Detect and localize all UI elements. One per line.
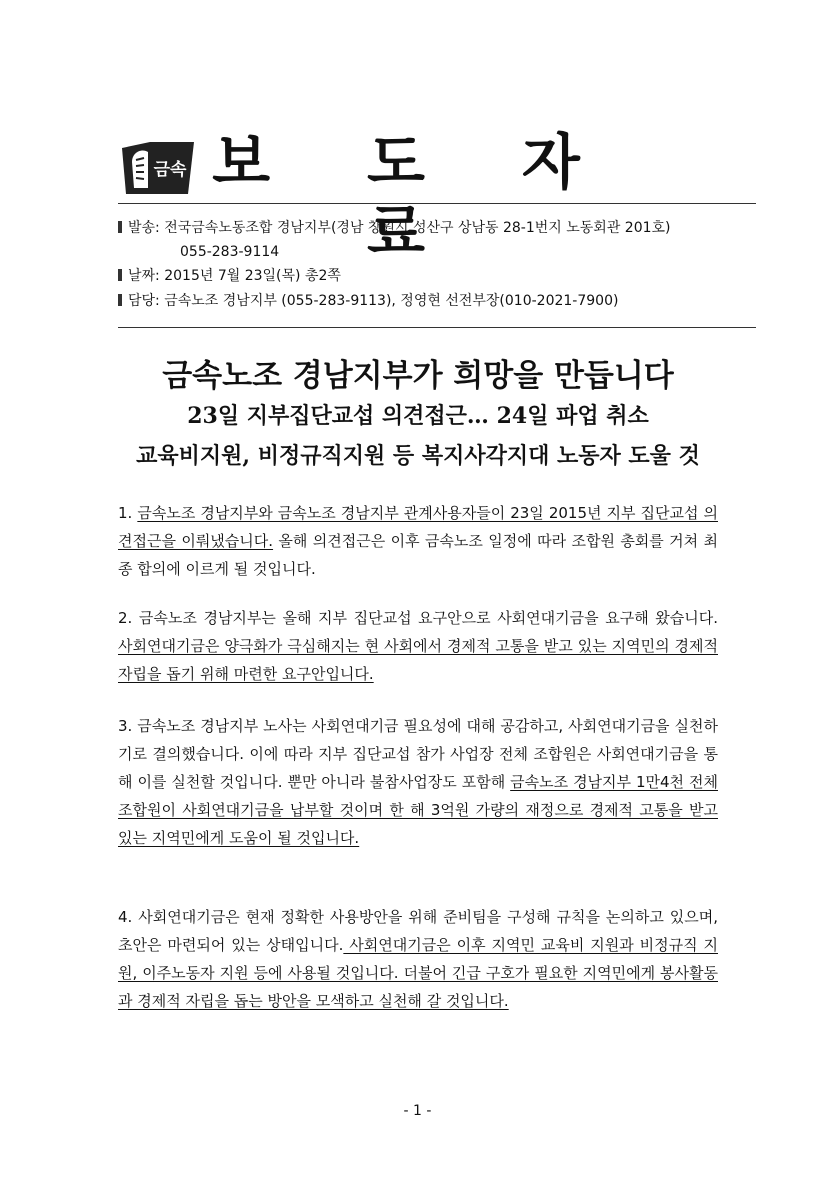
bullet-mark (118, 294, 122, 306)
union-fist-emblem-icon (118, 138, 198, 198)
info-contact (118, 292, 618, 310)
contact-value: 금속노조 경남지부 (055-283-9113), 정영현 선전부장(010-2021-7900) (164, 293, 619, 309)
logo-text: 금속 (153, 160, 187, 180)
paragraph-number: 2. (118, 609, 133, 627)
date-value: 2015년 7월 23일(목) 총2쪽 (164, 268, 341, 284)
bullet-mark (118, 221, 122, 233)
paragraph-4 (118, 903, 718, 1015)
info-date (118, 267, 341, 285)
paragraph-text: 금속노조 경남지부 노사는 사회연대기금 필요성에 대해 공감하고, 사회연대기금을 실천하기로 결의했습니다. 이에 따라 지부 집단교섭 참가 사업장 전체 조합원은 사회연대기금을 통해 이를 실천할 것입니다. 뿐만 아니라 불참사업장도 포함해 (118, 717, 718, 791)
page-number: - 1 - (403, 1103, 432, 1119)
paragraph-2 (118, 604, 718, 688)
underlined-text: 금속노조 경남지부 1만4천 전체 조합원이 사회연대기금을 납부할 것이며 한 해 3억원 가량의 재정으로 경제적 고통을 받고 있는 지역민에게 도움이 될 것입니다. (118, 773, 718, 847)
contact-label: 담당: (128, 293, 160, 309)
underlined-text: 사회연대기금은 이후 지역민 교육비 지원과 비정규직 지원, 이주노동자 지원 등에 사용될 것입니다. 더불어 긴급 구호가 필요한 지역민에게 봉사활동과 경제적 자립을 돕는 방안을 모색하고 실천해 갈 것입니다. (118, 936, 718, 1010)
sub-headline-1: 23일 지부집단교섭 의견접근… 24일 파업 취소 (187, 403, 649, 429)
header-divider (118, 203, 756, 204)
paragraph-text: 금속노조 경남지부는 올해 지부 집단교섭 요구안으로 사회연대기금을 요구해 왔습니다. (138, 609, 718, 627)
info-sender (118, 219, 671, 237)
paragraph-number: 4. (118, 908, 133, 926)
info-divider (118, 327, 756, 328)
sender-phone: 055-283-9114 (180, 244, 280, 260)
date-label: 날짜: (128, 268, 160, 284)
main-headline: 금속노조 경남지부가 희망을 만듭니다 (162, 358, 674, 394)
paragraph-3 (118, 712, 718, 852)
paragraph-text: 올해 의견접근은 이후 금속노조 일정에 따라 조합원 총회를 거쳐 최종 합의에 이르게 될 것입니다. (118, 532, 718, 578)
sender-label: 발송: (128, 220, 160, 236)
page-title: 보 도 자 료 (212, 128, 618, 268)
info-sender-phone (118, 243, 279, 261)
sub-headline-2: 교육비지원, 비정규직지원 등 복지사각지대 노동자 도울 것 (136, 443, 700, 469)
paragraph-number: 3. (118, 717, 133, 735)
paragraph-1 (118, 499, 718, 583)
underlined-text: 사회연대기금은 양극화가 극심해지는 현 사회에서 경제적 고통을 받고 있는 지역민의 경제적 자립을 돕기 위해 마련한 요구안입니다. (118, 637, 718, 683)
union-logo (118, 138, 198, 198)
paragraph-text: 사회연대기금은 현재 정확한 사용방안을 위해 준비팀을 구성해 규칙을 논의하고 있으며, 초안은 마련되어 있는 상태입니다. (118, 908, 718, 954)
paragraph-number: 1. (118, 504, 133, 522)
sender-value: 전국금속노동조합 경남지부(경남 창원시 성산구 상남동 28-1번지 노동회관 201호) (164, 220, 671, 236)
bullet-mark (118, 269, 122, 281)
underlined-text: 금속노조 경남지부와 금속노조 경남지부 관계사용자들이 23일 2015년 지부 집단교섭 의견접근을 이뤄냈습니다. (118, 504, 718, 550)
